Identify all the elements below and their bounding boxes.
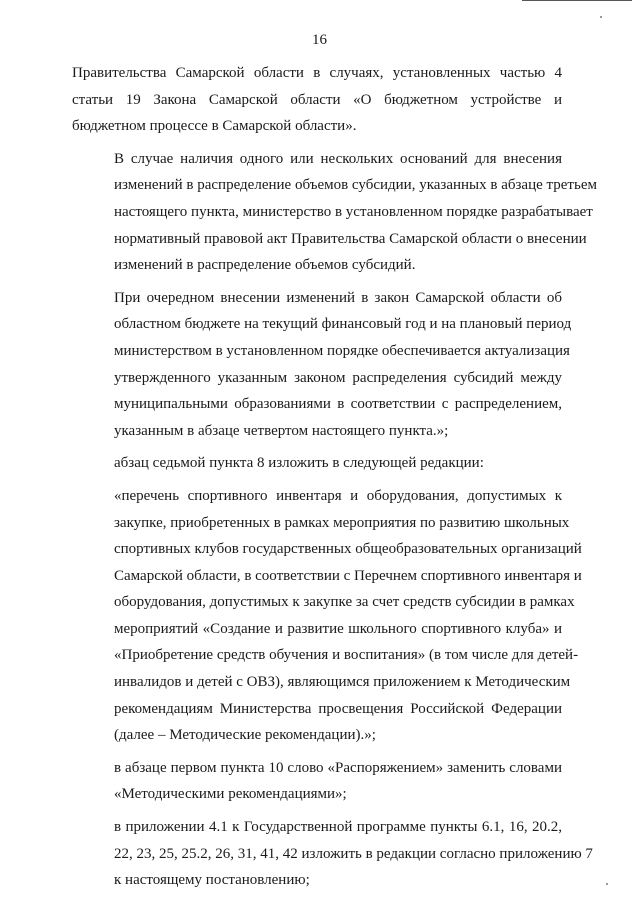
text-line: закупке, приобретенных в рамках мероприятия по развитию школьных bbox=[114, 514, 570, 531]
text-line: бюджетном процессе в Самарской области». bbox=[72, 118, 357, 135]
text-line: изменений в распределение объемов субсидий. bbox=[114, 257, 416, 274]
paragraph bbox=[72, 285, 572, 445]
text-line: В случае наличия одного или нескольких оснований для внесения bbox=[114, 150, 562, 167]
text-line: мероприятий «Создание и развитие школьного спортивного клуба» и bbox=[114, 620, 562, 637]
text-line: Самарской области, в соответствии с Перечнем спортивного инвентаря и bbox=[114, 567, 582, 584]
text-line: абзац седьмой пункта 8 изложить в следующей редакции: bbox=[114, 455, 484, 472]
scan-dust-mark bbox=[600, 16, 602, 18]
paragraph bbox=[72, 450, 562, 477]
text-line: спортивных клубов государственных общеобразовательных организаций bbox=[114, 541, 582, 558]
paragraph bbox=[72, 146, 597, 279]
page-number: 16 bbox=[312, 32, 327, 48]
text-line: настоящего пункта, министерство в установленном порядке разрабатывает bbox=[114, 203, 593, 220]
text-line: «Приобретение средств обучения и воспитания» (в том числе для детей- bbox=[114, 647, 579, 664]
text-line: утвержденного указанным законом распределения субсидий между bbox=[114, 369, 562, 386]
text-line: нормативный правовой акт Правительства Самарской области о внесении bbox=[114, 230, 587, 247]
text-line: инвалидов и детей с ОВЗ), являющимся приложением к Методическим bbox=[114, 674, 571, 691]
text-line: оборудования, допустимых к закупке за счет средств субсидии в рамках bbox=[114, 594, 575, 611]
text-line: изменений в распределение объемов субсидии, указанных в абзаце третьем bbox=[114, 177, 597, 194]
paragraph bbox=[72, 814, 593, 894]
text-line: статьи 19 Закона Самарской области «О бюджетном устройстве и bbox=[72, 91, 562, 108]
text-line: указанным в абзаце четвертом настоящего пункта.»; bbox=[114, 422, 449, 439]
paragraph bbox=[72, 483, 582, 749]
text-line: в абзаце первом пункта 10 слово «Распоряжением» заменить словами bbox=[114, 759, 562, 776]
text-line: областном бюджете на текущий финансовый год и на плановый период bbox=[114, 316, 572, 333]
document-body bbox=[72, 60, 597, 900]
text-line: 22, 23, 25, 25.2, 26, 31, 41, 42 изложить в редакции согласно приложению 7 bbox=[114, 845, 593, 862]
text-line: (далее – Методические рекомендации).»; bbox=[114, 727, 376, 744]
text-line: Правительства Самарской области в случаях, установленных частью 4 bbox=[72, 65, 562, 81]
text-line: «перечень спортивного инвентаря и оборудования, допустимых к bbox=[114, 487, 562, 504]
text-line: При очередном внесении изменений в закон Самарской области об bbox=[114, 289, 562, 306]
paragraph bbox=[72, 60, 562, 140]
text-line: муниципальными образованиями в соответствии с распределением, bbox=[114, 396, 562, 413]
text-line: в приложении 4.1 к Государственной программе пункты 6.1, 16, 20.2, bbox=[114, 819, 562, 836]
text-line: рекомендациям Министерства просвещения Российской Федерации bbox=[114, 700, 562, 717]
text-line: к настоящему постановлению; bbox=[114, 872, 310, 889]
scan-dust-mark bbox=[606, 883, 608, 885]
paragraph bbox=[72, 755, 562, 808]
scan-edge-mark bbox=[522, 0, 632, 5]
text-line: «Методическими рекомендациями»; bbox=[114, 786, 347, 803]
text-line: министерством в установленном порядке обеспечивается актуализация bbox=[114, 342, 570, 359]
